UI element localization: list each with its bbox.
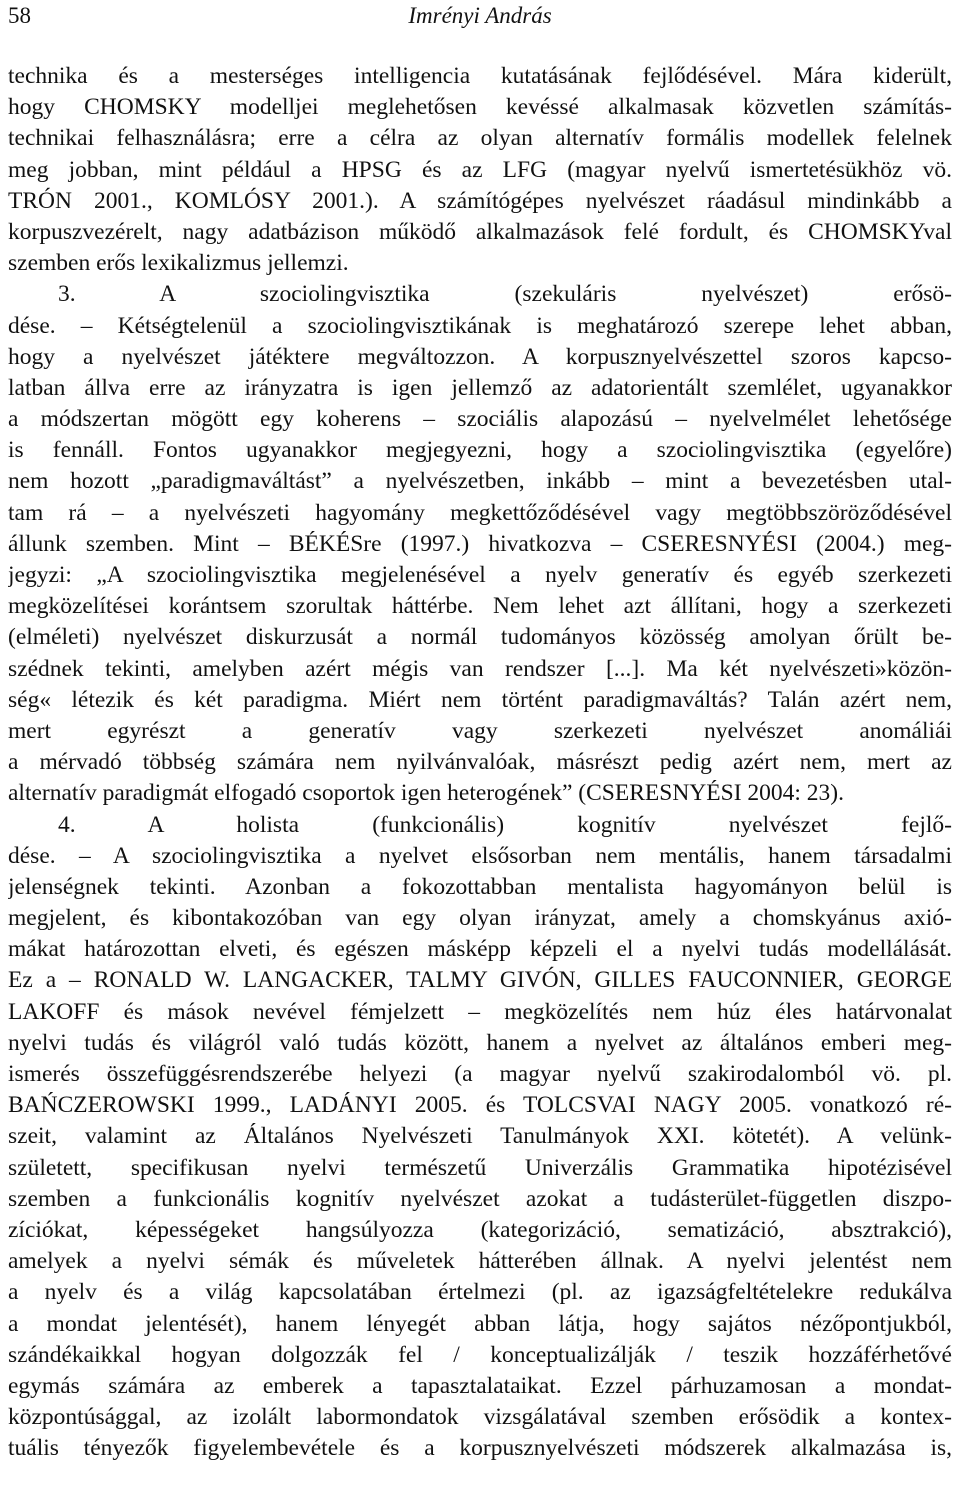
text-line: egymás számára az emberek a tapasztalataikat. Ezzel párhuzamosan a mondat- xyxy=(8,1372,952,1399)
text-line: a mondat jelentését), hanem lényegét abban látja, hogy sajátos nézőpontjukból, xyxy=(8,1310,952,1337)
text-line: TRÓN 2001., KOMLÓSY 2001.). A számítógépes nyelvészet ráadásul mindinkább a xyxy=(8,187,952,214)
text-line: 3. A szociolingvisztika (szekuláris nyelvészet) erősö- xyxy=(58,281,952,308)
text-line: dése. – Kétségtelenül a szociolingvisztikának is meghatározó szerepe lehet abban, xyxy=(8,312,952,339)
text-line: szándékaikkal hogyan dolgozzák fel / konceptualizálják / teszik hozzáférhetővé xyxy=(8,1341,952,1368)
text-line: dése. – A szociolingvisztika a nyelvet elsősorban nem mentális, hanem társadalmi xyxy=(8,842,952,869)
text-line: zíciókat, képességeket hangsúlyozza (kategorizáció, sematizáció, absztrakció), xyxy=(8,1216,952,1243)
text-line: technikai felhasználásra; erre a célra az olyan alternatív formális modellek felelnek xyxy=(8,125,952,152)
text-line: szemben a funkcionális kognitív nyelvészet azokat a tudásterület-független diszpo- xyxy=(8,1185,952,1212)
text-line: latban állva erre az irányzatra is igen jellemző az adatorientált szemlélet, ugyanakkor xyxy=(8,374,952,401)
text-line: meg jobban, mint például a HPSG és az LFG (magyar nyelvű ismertetésükhöz vö. xyxy=(8,156,952,183)
text-line: állunk szemben. Mint – BÉKÉSre (1997.) hivatkozva – CSERESNYÉSI (2004.) meg- xyxy=(8,530,952,557)
text-line: szemben erős lexikalizmus jellemzi. xyxy=(8,250,349,277)
text-line: szédnek tekinti, amelyben azért mégis van rendszer [...]. Ma két nyelvészeti»közön- xyxy=(8,655,952,682)
text-line: korpuszvezérelt, nagy adatbázison működő alkalmazások felé fordult, és CHOMSKYval xyxy=(8,218,952,245)
text-line: a módszertan mögött egy koherens – szociális alapozású – nyelvelmélet lehetősége xyxy=(8,406,952,433)
text-line: ismerés összefüggésrendszerébe helyezi (a magyar nyelvű szakirodalomból vö. pl. xyxy=(8,1061,952,1087)
text-line: megközelítései korántsem szorultak háttérbe. Nem lehet azt állítani, hogy a szerkezeti xyxy=(8,593,952,620)
text-line: nyelvi tudás és világról való tudás között, hanem a nyelvet az általános emberi meg- xyxy=(8,1029,952,1056)
text-line: is fennáll. Fontos ugyanakkor megjegyezni, hogy a szociolingvisztika (egyelőre) xyxy=(8,437,952,464)
page-header xyxy=(0,0,960,34)
page-number: 58 xyxy=(8,3,31,28)
text-line: jelenségnek tekinti. Azonban a fokozottabban mentalista hagyományon belül is xyxy=(8,873,952,900)
text-line: mert egyrészt a generatív vagy szerkezeti nyelvészet anomáliái xyxy=(8,717,952,744)
text-line: a nyelv és a világ kapcsolatában értelmezi (pl. az igazságfeltételekre redukálva xyxy=(8,1279,952,1306)
text-line: mákat határozottan elveti, és egészen másképp képzeli el a nyelvi tudás modellálását. xyxy=(8,936,952,963)
text-line: jegyzi: „A szociolingvisztika megjelenésével a nyelv generatív és egyéb szerkezeti xyxy=(8,562,952,588)
text-line: hogy CHOMSKY modelljei meglehetősen kevéssé alkalmasak közvetlen számítás- xyxy=(8,94,952,121)
text-line: alternatív paradigmát elfogadó csoportok igen heterogének” (CSERESNYÉSI 2004: 23). xyxy=(8,780,844,807)
text-line: LAKOFF és mások nevével fémjelzett – megközelítés nem húz éles határvonalat xyxy=(8,998,952,1025)
text-line: hogy a nyelvészet játéktere megváltozzon. A korpusznyelvészettel szoros kapcso- xyxy=(8,343,952,370)
text-line: technika és a mesterséges intelligencia kutatásának fejlődésével. Mára kiderült, xyxy=(8,63,952,89)
text-line: a mérvadó többség számára nem nyilvánvalóak, másrészt pedig azért nem, mert az xyxy=(8,749,952,776)
text-line: Ez a – RONALD W. LANGACKER, TALMY GIVÓN, GILLES FAUCONNIER, GEORGE xyxy=(8,967,952,994)
text-line: nem hozott „paradigmaváltást” a nyelvészetben, inkább – mint a bevezetésben utal- xyxy=(8,468,952,495)
text-line: szeit, valamint az Általános Nyelvészeti Tanulmányok XXI. kötetét). A velünk- xyxy=(8,1123,952,1150)
text-line: 4. A holista (funkcionális) kognitív nyelvészet fejlő- xyxy=(58,811,952,838)
text-line: született, specifikusan nyelvi természetű Univerzális Grammatika hipotézisével xyxy=(8,1154,952,1181)
running-head-author: Imrényi András xyxy=(408,3,552,28)
body-text xyxy=(8,61,952,1464)
text-line: tam rá – a nyelvészeti hagyomány megkettőződésével vagy megtöbbszöröződésével xyxy=(8,499,952,526)
text-line: ség« létezik és két paradigma. Miért nem történt paradigmaváltás? Talán azért nem, xyxy=(8,686,952,713)
text-line: amelyek a nyelvi sémák és műveletek hátterében állnak. A nyelvi jelentést nem xyxy=(8,1248,952,1275)
text-line: BAŃCZEROWSKI 1999., LADÁNYI 2005. és TOLCSVAI NAGY 2005. vonatkozó ré- xyxy=(8,1092,952,1119)
text-line: tuális tényezők figyelembevétele és a korpusznyelvészeti módszerek alkalmazása is, xyxy=(8,1435,952,1462)
text-line: központúsággal, az izolált labormondatok vizsgálatával szemben erősödik a kontex- xyxy=(8,1404,952,1431)
text-line: (elméleti) nyelvészet diskurzusát a normál tudományos közösség amolyan őrült be- xyxy=(8,624,952,651)
text-line: megjelent, és kibontakozóban van egy olyan irányzat, amely a chomskyánus axió- xyxy=(8,905,952,932)
